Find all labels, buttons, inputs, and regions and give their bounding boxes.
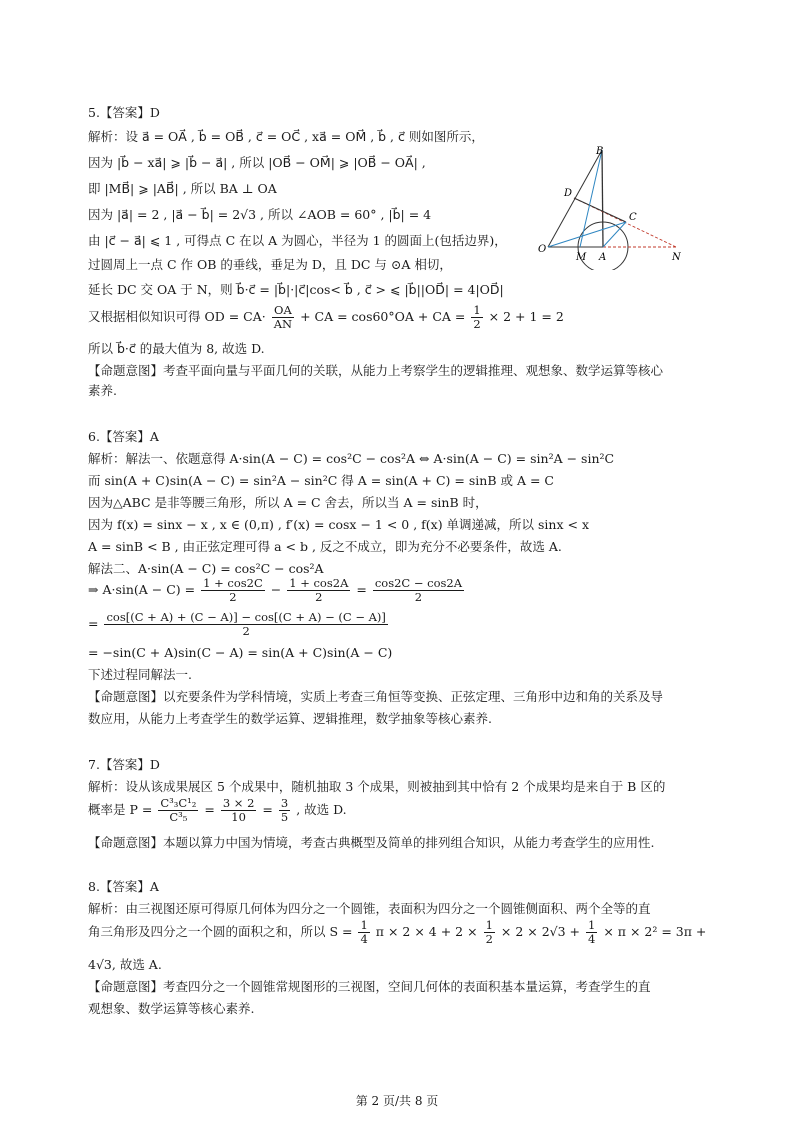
page-footer: 第 2 页/共 8 页 xyxy=(355,1094,439,1108)
q6-fraction-3 xyxy=(373,577,464,604)
q5-line-4: 因为 |a⃗| = 2 , |a⃗ − b⃗| = 2√3 , 所以 ∠AOB = 60° , |b⃗| = 4 xyxy=(88,207,432,222)
q5-line-2: 因为 |b⃗ − xa⃗| ⩾ |b⃗ − a⃗| , 所以 |OB⃗ − OM⃗| ⩾ |OB⃗ − OA⃗| , xyxy=(88,155,426,170)
q8-fraction-3 xyxy=(586,919,597,946)
q6-step2-minus: − xyxy=(270,582,282,597)
q7-intent: 【命题意图】本题以算力中国为情境，考查古典概型及简单的排列组合知识，从能力考查学生的应用性. xyxy=(88,835,655,850)
fraction-denominator: 2 xyxy=(473,317,481,331)
q8-lead: 角三角形及四分之一个圆的面积之和，所以 S = xyxy=(88,924,353,939)
q8-fraction-1 xyxy=(358,919,369,946)
q6-step-3 xyxy=(88,608,390,640)
fraction-denominator: C³₅ xyxy=(169,810,188,824)
fraction-numerator: 1 xyxy=(473,303,481,317)
q5-fraction-oa-an xyxy=(272,304,294,331)
q7-fraction-2 xyxy=(221,797,257,824)
q7-probability-line xyxy=(88,794,347,826)
fraction-numerator: C³₃C¹₂ xyxy=(160,796,197,810)
q8-fraction-2 xyxy=(484,919,495,946)
fraction-denominator: 2 xyxy=(242,624,250,638)
fraction-numerator: cos2C − cos2A xyxy=(374,576,463,590)
q8-mid-3: × π × 2² = 3π + xyxy=(603,924,707,939)
q8-mid-2: × 2 × 2√3 + xyxy=(500,924,581,939)
q8-area-line xyxy=(88,916,706,948)
fraction-numerator: 1 xyxy=(360,918,368,932)
q5-line-1: 解析：设 a⃗ = OA⃗ , b⃗ = OB⃗ , c⃗ = OC⃗ , xa⃗ = OM⃗ , b⃗ , c⃗ 则如图所示， xyxy=(88,129,484,144)
q5-conclusion: 所以 b⃗·c⃗ 的最大值为 8, 故选 D. xyxy=(88,341,265,356)
fraction-denominator: 2 xyxy=(414,590,423,604)
fraction-denominator: 2 xyxy=(485,932,493,946)
fraction-numerator: cos[(C + A) + (C − A)] − cos[(C + A) − (C − A)] xyxy=(106,610,386,624)
label-n: N xyxy=(672,252,681,263)
q6-fraction-2 xyxy=(287,577,350,604)
q6-intent-2: 数应用，从能力上考查学生的数学运算、逻辑推理，数学抽象等核心素养. xyxy=(88,711,492,726)
q6-step-4: = −sin(C + A)sin(C − A) = sin(A + C)sin(A − C) xyxy=(88,645,393,660)
q7-fraction-3 xyxy=(279,797,290,824)
q6-line-5: A = sinB < B , 由正弦定理可得 a < b , 反之不成立，即为充分不必要条件，故选 A. xyxy=(88,539,562,554)
fraction-denominator: AN xyxy=(273,317,293,331)
q5-geometry-figure xyxy=(536,140,686,270)
q7-eq-2: = xyxy=(262,802,273,817)
fraction-denominator: 4 xyxy=(588,932,596,946)
q8-intent-2: 观想象、数学运算等核心素养. xyxy=(88,1001,255,1016)
q6-line-1: 解析：解法一、依题意得 A·sin(A − C) = cos²C − cos²A ⇔ A·sin(A − C) = sin²A − sin²C xyxy=(88,451,615,466)
q6-fraction-4 xyxy=(104,611,387,638)
fraction-numerator: 1 xyxy=(588,918,596,932)
fraction-numerator: OA xyxy=(272,304,294,318)
q6-step-2 xyxy=(88,574,466,606)
segment-bm xyxy=(580,150,602,247)
q5-similar-tail-2: × 2 + 1 = 2 xyxy=(488,309,564,324)
q6-line-4: 因为 f(x) = sinx − x , x ∈ (0,π) , f′(x) = cosx − 1 < 0 , f(x) 单调递减，所以 sinx < x xyxy=(88,517,589,532)
q5-line-5: 由 |c⃗ − a⃗| ⩽ 1 , 可得点 C 在以 A 为圆心，半径为 1 的圆面上(包括边界)， xyxy=(88,233,507,248)
label-m: M xyxy=(576,252,587,263)
q5-line-3: 即 |MB⃗| ⩾ |AB⃗| , 所以 BA ⊥ OA xyxy=(88,181,277,196)
fraction-numerator: 3 xyxy=(280,796,289,810)
segment-dc xyxy=(574,198,626,222)
segment-ba xyxy=(602,150,603,247)
q7-eq-1: = xyxy=(204,802,215,817)
q6-answer: 6.【答案】A xyxy=(88,429,159,444)
q6-step-5: 下述过程同解法一. xyxy=(88,667,192,682)
q7-tail: , 故选 D. xyxy=(296,802,347,817)
q7-answer: 7.【答案】D xyxy=(88,757,160,772)
fraction-denominator: 4 xyxy=(360,932,368,946)
q8-line-3: 4√3, 故选 A. xyxy=(88,957,162,972)
q8-intent-1: 【命题意图】考查四分之一个圆锥常规图形的三视图，空间几何体的表面积基本量运算，考查学生的直 xyxy=(88,979,651,994)
q5-similar-line xyxy=(88,302,564,332)
label-o: O xyxy=(538,244,547,255)
q6-intent-1: 【命题意图】以充要条件为学科情境，实质上考查三角恒等变换、正弦定理、三角形中边和角的关系及导 xyxy=(88,689,664,704)
q6-step2-lead: ⇒ A·sin(A − C) = xyxy=(88,582,196,597)
q7-fraction-1 xyxy=(158,797,198,824)
q6-step2-eq: = xyxy=(356,582,367,597)
q6-line-2: 而 sin(A + C)sin(A − C) = sin²A − sin²C 得 A = sin(A + C) = sinB 或 A = C xyxy=(88,473,554,488)
label-d: D xyxy=(564,188,573,199)
fraction-numerator: 1 xyxy=(485,918,493,932)
q5-answer: 5.【答案】D xyxy=(88,105,160,120)
label-c: C xyxy=(629,212,637,223)
fraction-denominator: 5 xyxy=(280,810,289,824)
q5-line-6: 过圆周上一点 C 作 OB 的垂线，垂足为 D，且 DC 与 ⊙A 相切， xyxy=(88,257,452,272)
fraction-denominator: 2 xyxy=(229,590,237,604)
fraction-numerator: 1 + cos2C xyxy=(203,576,263,590)
label-b: B xyxy=(596,146,604,157)
q7-line-1: 解析：设从该成果展区 5 个成果中，随机抽取 3 个成果，则被抽到其中恰有 2 个成果均是来自于 B 区的 xyxy=(88,779,666,794)
q6-step3-lead: = xyxy=(88,616,99,631)
fraction-numerator: 1 + cos2A xyxy=(289,576,349,590)
q5-intent-2: 素养. xyxy=(88,383,117,398)
q6-line-3: 因为△ABC 是非等腰三角形，所以 A = C 舍去，所以当 A = sinB 时， xyxy=(88,495,488,510)
label-a: A xyxy=(599,252,607,263)
q6-fraction-1 xyxy=(201,577,265,604)
q7-lead: 概率是 P = xyxy=(88,802,153,817)
q6-line-6: 解法二、A·sin(A − C) = cos²C − cos²A xyxy=(88,561,324,576)
fraction-denominator: 10 xyxy=(231,810,246,824)
q5-similar-lead: 又根据相似知识可得 OD = CA· xyxy=(88,309,266,324)
q8-line-1: 解析：由三视图还原可得原几何体为四分之一个圆锥，表面积为四分之一个圆锥侧面积、两个全等的直 xyxy=(88,901,651,916)
q5-intent-1: 【命题意图】考查平面向量与平面几何的关联，从能力上考察学生的逻辑推理、观想象、数学运算等核心 xyxy=(88,363,664,378)
fraction-numerator: 3 × 2 xyxy=(222,796,255,810)
fraction-denominator: 2 xyxy=(315,590,323,604)
q8-mid-1: π × 2 × 4 + 2 × xyxy=(375,924,478,939)
q8-answer: 8.【答案】A xyxy=(88,879,159,894)
q5-line-7: 延长 DC 交 OA 于 N，则 b⃗·c⃗ = |b⃗|·|c⃗|cos< b⃗ , c⃗ > ⩽ |b⃗||OD⃗| = 4|OD⃗| xyxy=(88,282,504,297)
q5-similar-tail-1: + CA = cos60°OA + CA = xyxy=(300,309,466,324)
q5-fraction-half xyxy=(471,304,482,331)
